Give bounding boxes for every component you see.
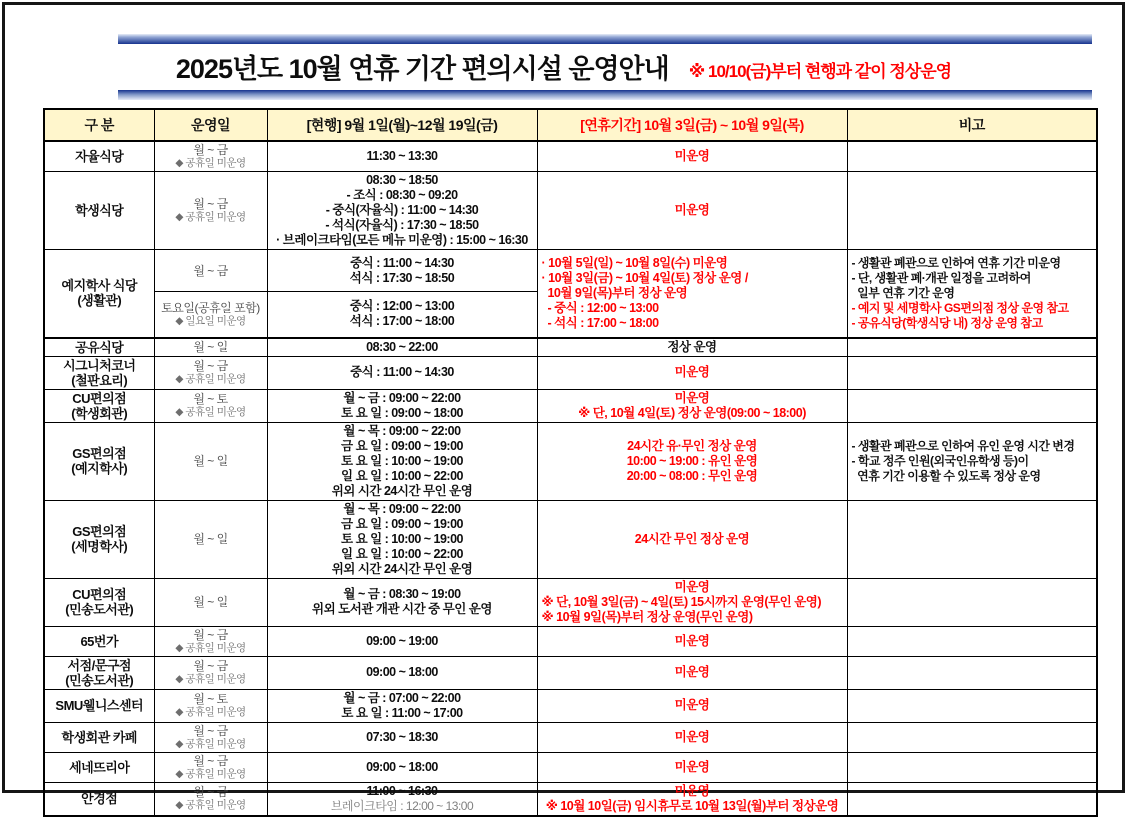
cell-gongyu-sikdang-days [154, 338, 267, 357]
cell-haksaeng-sikdang-holiday [537, 172, 847, 250]
table-row-gongyu-sikdang [44, 338, 1097, 357]
cell-text-line: (학생회관) [71, 405, 128, 421]
cell-text-line: CU편의점 [72, 587, 127, 602]
cell-haksaeng-sikdang-days [154, 172, 267, 250]
cell-signature-corner-name [44, 356, 154, 389]
cell-haksaeng-sikdang-current [267, 172, 537, 250]
cell-text-line: 미운영 [674, 365, 710, 379]
cell-text-line: 09:00 ~ 18:00 [366, 665, 438, 679]
cell-text-line: 월 ~ 목 : 09:00 ~ 22:00 [343, 423, 461, 438]
cell-text-line: 미운영 [674, 633, 710, 648]
cell-hakseanghoegwan-cafe-bigo [847, 722, 1097, 752]
cell-text-line: 월 ~ 금 : 08:30 ~ 19:00 [343, 587, 461, 601]
cell-text-line: 월 ~ 금 : 07:00 ~ 22:00 [343, 690, 461, 705]
cell-signature-corner-current [267, 356, 537, 389]
cell-text-line: SMU웰니스센터 [55, 698, 144, 713]
cell-gs-yeji-haksa-name [44, 422, 154, 500]
cell-text-line: 미운영 [674, 579, 710, 594]
cell-text-line: 09:00 ~ 18:00 [366, 759, 438, 774]
cell-text-line: 월 ~ 금 [193, 263, 228, 278]
cell-text-line: 월 ~ 일 [193, 340, 228, 354]
cell-text-line: GS편의점 [72, 446, 127, 461]
cell-text-line: 일부 연휴 기간 운영 [851, 285, 955, 300]
cell-gs-semyeong-haksa-name [44, 500, 154, 578]
cell-signature-corner-bigo [847, 356, 1097, 389]
table-row-yeji-haksa-dining-weekday [44, 250, 1097, 292]
cell-text-line: - 석식(자율식) : 17:30 ~ 18:50 [325, 218, 479, 232]
cell-hakseanghoegwan-cafe-holiday [537, 722, 847, 752]
cell-senettria-holiday [537, 752, 847, 782]
cell-text-line: · 10월 5일(일) ~ 10월 8일(수) 미운영 [541, 255, 728, 270]
cell-text-line: ※ 10월 9일(목)부터 정상 운영(무인 운영) [541, 609, 753, 624]
cell-text-line: ◆ 공휴일 미운영 [175, 799, 246, 811]
cell-text-line: 토 요 일 : 11:00 ~ 17:00 [341, 705, 463, 720]
cell-text-line: 학생회관 카페 [61, 729, 137, 745]
cell-text-line: ※ 10월 10일(금) 임시휴무로 10월 13일(월)부터 정상운영 [545, 798, 839, 813]
cell-text-line: 중식 : 12:00 ~ 13:00 [349, 299, 455, 314]
cell-text-line: 미운영 [674, 665, 710, 679]
cell-cu-minsong-doseogwan-days [154, 578, 267, 626]
cell-text-line: 안경점 [81, 791, 118, 806]
cell-text-line: (민송도서관) [65, 672, 134, 688]
title-top-bar [118, 34, 1092, 44]
cell-text-line: 위외 시간 24시간 무인 운영 [331, 561, 473, 576]
cell-cu-hakseanghoegwan-days [154, 389, 267, 422]
cell-cu-hakseanghoegwan-current [267, 389, 537, 422]
cell-text-line: 월 ~ 금 [193, 197, 228, 211]
cell-seojeom-mungujeom-name [44, 656, 154, 689]
cell-text-line: 미운영 [674, 149, 710, 163]
column-header-2: [현행] 9월 1일(월)~12월 19일(금) [267, 109, 537, 141]
table-row-seojeom-mungujeom [44, 656, 1097, 689]
table-row-smu-wellness-center [44, 689, 1097, 722]
cell-text-line: 10:00 ~ 19:00 : 유인 운영 [626, 453, 758, 468]
cell-text-line: 토요일(공휴일 포함) [161, 300, 260, 315]
cell-signature-corner-holiday [537, 356, 847, 389]
cell-gongyu-sikdang-name [44, 338, 154, 357]
cell-text-line: 토 요 일 : 09:00 ~ 18:00 [341, 405, 463, 420]
table-header-row [44, 109, 1097, 141]
cell-text-line: 월 ~ 금 [193, 785, 228, 799]
table-row-gs-yeji-haksa [44, 422, 1097, 500]
cell-gs-semyeong-haksa-bigo [847, 500, 1097, 578]
cell-text-line: (철판요리) [71, 372, 128, 388]
cell-jayul-sikdang-bigo [847, 141, 1097, 172]
cell-gs-yeji-haksa-days [154, 422, 267, 500]
cell-cu-minsong-doseogwan-name [44, 578, 154, 626]
cell-text-line: 월 ~ 금 [193, 723, 228, 738]
cell-seojeom-mungujeom-days [154, 656, 267, 689]
cell-text-line: 중식 : 11:00 ~ 14:30 [350, 255, 454, 270]
cell-text-line: - 예지 및 세명학사 GS편의점 정상 운영 참고 [851, 300, 1069, 315]
cell-senettria-bigo [847, 752, 1097, 782]
cell-cu-hakseanghoegwan-name [44, 389, 154, 422]
cell-text-line: (민송도서관) [65, 602, 134, 617]
cell-text-line: GS편의점 [72, 524, 127, 539]
cell-gs-semyeong-haksa-current [267, 500, 537, 578]
cell-text-line: 연휴 기간 이용할 수 있도록 정상 운영 [851, 468, 1041, 483]
table-row-senettria [44, 752, 1097, 782]
table-row-haksaeng-sikdang [44, 172, 1097, 250]
cell-jayul-sikdang-name [44, 141, 154, 172]
cell-text-line: 위외 도서관 개관 시간 중 무인 운영 [312, 602, 492, 616]
cell-yeji-haksa-dining-saturday-current [267, 292, 537, 338]
cell-text-line: 월 ~ 금 : 09:00 ~ 22:00 [343, 390, 461, 405]
cell-gs-yeji-haksa-bigo [847, 422, 1097, 500]
cell-text-line: 학생식당 [75, 203, 124, 218]
cell-text-line: 10월 9일(목)부터 정상 운영 [541, 285, 688, 300]
cell-text-line: 정상 운영 [667, 339, 717, 354]
cell-text-line: 11:30 ~ 13:30 [366, 149, 438, 163]
cell-jayul-sikdang-current [267, 141, 537, 172]
cell-65beonga-name [44, 626, 154, 656]
cell-text-line: ◆ 공휴일 미운영 [175, 673, 246, 685]
cell-text-line: 65번가 [80, 633, 119, 649]
cell-text-line: 24시간 유·무인 정상 운영 [627, 438, 757, 453]
cell-hakseanghoegwan-cafe-current [267, 722, 537, 752]
cell-gs-yeji-haksa-holiday [537, 422, 847, 500]
cell-gongyu-sikdang-bigo [847, 338, 1097, 357]
cell-text-line: 금 요 일 : 09:00 ~ 19:00 [341, 438, 463, 453]
cell-text-line: - 중식 : 12:00 ~ 13:00 [541, 300, 659, 315]
cell-text-line: ◆ 공휴일 미운영 [175, 767, 246, 780]
cell-angyeongjeom-current [267, 782, 537, 816]
cell-text-line: ◆ 공휴일 미운영 [175, 406, 246, 418]
cell-text-line: ※ 단, 10월 4일(토) 정상 운영(09:00 ~ 18:00) [578, 405, 806, 420]
title-row [5, 44, 1122, 90]
table-row-65beonga [44, 626, 1097, 656]
cell-text-line: ◆ 공휴일 미운영 [175, 157, 246, 169]
cell-text-line: 24시간 무인 정상 운영 [634, 531, 750, 546]
cell-cu-minsong-doseogwan-holiday [537, 578, 847, 626]
cell-65beonga-holiday [537, 626, 847, 656]
cell-text-line: 일 요 일 : 10:00 ~ 22:00 [341, 546, 463, 561]
cell-smu-wellness-center-holiday [537, 689, 847, 722]
cell-seojeom-mungujeom-current [267, 656, 537, 689]
cell-text-line: 미운영 [674, 203, 710, 217]
table-row-cu-minsong-doseogwan [44, 578, 1097, 626]
page-title: 2025년도 10월 연휴 기간 편의시설 운영안내 [175, 54, 669, 84]
cell-text-line: - 생활관 폐관으로 인하여 유인 운영 시간 변경 [851, 438, 1075, 453]
cell-text-line: 브레이크타임 : 12:00 ~ 13:00 [330, 798, 474, 813]
cell-haksaeng-sikdang-bigo [847, 172, 1097, 250]
title-red-note: ※ 10/10(금)부터 현행과 같이 정상운영 [688, 62, 952, 81]
column-header-1: 운영일 [154, 109, 267, 141]
cell-text-line: ◆ 공휴일 미운영 [175, 737, 246, 750]
cell-text-line: 서점/문구점 [67, 657, 131, 673]
cell-text-line: - 생활관 폐관으로 인하여 연휴 기간 미운영 [851, 255, 1061, 270]
cell-text-line: 공유식당 [75, 339, 124, 355]
cell-text-line: 월 ~ 일 [193, 532, 228, 546]
cell-text-line: 20:00 ~ 08:00 : 무인 운영 [626, 468, 758, 483]
cell-seojeom-mungujeom-bigo [847, 656, 1097, 689]
table-row-gs-semyeong-haksa [44, 500, 1097, 578]
cell-text-line: ◆ 공휴일 미운영 [175, 706, 246, 718]
cell-cu-hakseanghoegwan-holiday [537, 389, 847, 422]
cell-text-line: 미운영 [674, 698, 710, 712]
cell-hakseanghoegwan-cafe-name [44, 722, 154, 752]
cell-gs-yeji-haksa-current [267, 422, 537, 500]
cell-smu-wellness-center-current [267, 689, 537, 722]
cell-text-line: 토 요 일 : 10:00 ~ 19:00 [341, 531, 463, 546]
cell-text-line: - 석식 : 17:00 ~ 18:00 [541, 315, 659, 330]
cell-text-line: ※ 단, 10월 3일(금) ~ 4일(토) 15시까지 운영(무인 운영) [541, 594, 822, 609]
cell-text-line: (세명학사) [71, 539, 128, 554]
cell-text-line: 금 요 일 : 09:00 ~ 19:00 [341, 516, 463, 531]
cell-smu-wellness-center-name [44, 689, 154, 722]
cell-jayul-sikdang-days [154, 141, 267, 172]
cell-text-line: ◆ 공휴일 미운영 [175, 373, 246, 385]
cell-text-line: 위외 시간 24시간 무인 운영 [331, 483, 473, 498]
cell-text-line: 미운영 [674, 783, 710, 798]
cell-text-line: 월 ~ 목 : 09:00 ~ 22:00 [343, 501, 461, 516]
cell-senettria-days [154, 752, 267, 782]
cell-text-line: 월 ~ 금 [193, 359, 228, 373]
cell-text-line: - 공유식당(학생식당 내) 정상 운영 참고 [851, 315, 1043, 330]
cell-text-line: 예지학사 식당 [61, 278, 137, 294]
cell-seojeom-mungujeom-holiday [537, 656, 847, 689]
cell-text-line: 자율식당 [75, 149, 124, 164]
cell-gs-semyeong-haksa-days [154, 500, 267, 578]
table-row-hakseanghoegwan-cafe [44, 722, 1097, 752]
cell-text-line: - 조식 : 08:30 ~ 09:20 [346, 188, 458, 202]
cell-text-line: CU편의점 [72, 390, 127, 406]
column-header-4: 비고 [847, 109, 1097, 141]
cell-yeji-haksa-dining-weekday-holiday [537, 250, 847, 338]
cell-text-line: 08:30 ~ 18:50 [366, 173, 438, 187]
cell-smu-wellness-center-days [154, 689, 267, 722]
cell-text-line: 09:00 ~ 19:00 [366, 633, 438, 648]
cell-text-line: 월 ~ 일 [193, 454, 228, 468]
cell-angyeongjeom-name [44, 782, 154, 816]
cell-signature-corner-days [154, 356, 267, 389]
cell-text-line: (생활관) [77, 293, 122, 309]
cell-text-line: 11:00 ~ 16:30 [366, 783, 438, 798]
table-row-jayul-sikdang [44, 141, 1097, 172]
cell-jayul-sikdang-holiday [537, 141, 847, 172]
cell-text-line: 미운영 [674, 759, 710, 774]
cell-text-line: 시그니처코너 [63, 357, 136, 373]
cell-text-line: 월 ~ 토 [193, 692, 228, 706]
cell-hakseanghoegwan-cafe-days [154, 722, 267, 752]
cell-text-line: - 중식(자율식) : 11:00 ~ 14:30 [325, 203, 479, 217]
schedule-table [43, 108, 1098, 817]
cell-gongyu-sikdang-current [267, 338, 537, 357]
page-frame [2, 2, 1125, 813]
cell-text-line: 07:30 ~ 18:30 [366, 729, 438, 744]
cell-gongyu-sikdang-holiday [537, 338, 847, 357]
cell-text-line: 중식 : 11:00 ~ 14:30 [350, 365, 454, 379]
cell-text-line: - 단, 생활관 폐·개관 일정을 고려하여 [851, 270, 1031, 285]
cell-text-line: 월 ~ 일 [193, 595, 228, 609]
cell-text-line: 미운영 [674, 390, 710, 405]
cell-yeji-haksa-dining-weekday-bigo [847, 250, 1097, 338]
table-row-cu-hakseanghoegwan [44, 389, 1097, 422]
cell-65beonga-current [267, 626, 537, 656]
cell-cu-hakseanghoegwan-bigo [847, 389, 1097, 422]
cell-smu-wellness-center-bigo [847, 689, 1097, 722]
cell-text-line: 일 요 일 : 10:00 ~ 22:00 [341, 468, 463, 483]
cell-text-line: 08:30 ~ 22:00 [366, 339, 438, 354]
cell-angyeongjeom-holiday [537, 782, 847, 816]
cell-text-line: · 10월 3일(금) ~ 10월 4일(토) 정상 운영 / [541, 270, 748, 285]
cell-65beonga-days [154, 626, 267, 656]
cell-text-line: 세네뜨리아 [69, 759, 130, 775]
table-row-signature-corner [44, 356, 1097, 389]
cell-text-line: - 학교 정주 인원(외국인유학생 등)이 [851, 453, 1029, 468]
cell-text-line: ◆ 공휴일 미운영 [175, 641, 246, 654]
cell-text-line: (예지학사) [71, 461, 128, 476]
cell-text-line: · 브레이크타임(모든 메뉴 미운영) : 15:00 ~ 16:30 [276, 233, 528, 247]
cell-senettria-current [267, 752, 537, 782]
cell-text-line: 미운영 [674, 729, 710, 744]
cell-text-line: ◆ 공휴일 미운영 [175, 211, 246, 223]
title-bottom-bar [118, 90, 1092, 100]
cell-cu-minsong-doseogwan-current [267, 578, 537, 626]
cell-yeji-haksa-dining-saturday-days [154, 292, 267, 338]
cell-text-line: 토 요 일 : 10:00 ~ 19:00 [341, 453, 463, 468]
cell-angyeongjeom-days [154, 782, 267, 816]
cell-haksaeng-sikdang-name [44, 172, 154, 250]
cell-yeji-haksa-dining-weekday-current [267, 250, 537, 292]
cell-gs-semyeong-haksa-holiday [537, 500, 847, 578]
cell-text-line: 석식 : 17:30 ~ 18:50 [349, 270, 455, 285]
cell-cu-minsong-doseogwan-bigo [847, 578, 1097, 626]
cell-text-line: 월 ~ 금 [193, 753, 228, 768]
cell-senettria-name [44, 752, 154, 782]
cell-yeji-haksa-dining-weekday-name [44, 250, 154, 338]
table-row-angyeongjeom [44, 782, 1097, 816]
cell-angyeongjeom-bigo [847, 782, 1097, 816]
cell-text-line: 월 ~ 금 [193, 143, 228, 157]
column-header-0: 구 분 [44, 109, 154, 141]
column-header-3: [연휴기간] 10월 3일(금) ~ 10월 9일(목) [537, 109, 847, 141]
cell-text-line: ◆ 일요일 미운영 [175, 314, 246, 327]
cell-text-line: 월 ~ 토 [193, 392, 228, 406]
cell-text-line: 석식 : 17:00 ~ 18:00 [349, 314, 455, 329]
cell-text-line: 월 ~ 금 [193, 659, 228, 673]
cell-65beonga-bigo [847, 626, 1097, 656]
cell-yeji-haksa-dining-weekday-days [154, 250, 267, 292]
cell-text-line: 월 ~ 금 [193, 627, 228, 642]
